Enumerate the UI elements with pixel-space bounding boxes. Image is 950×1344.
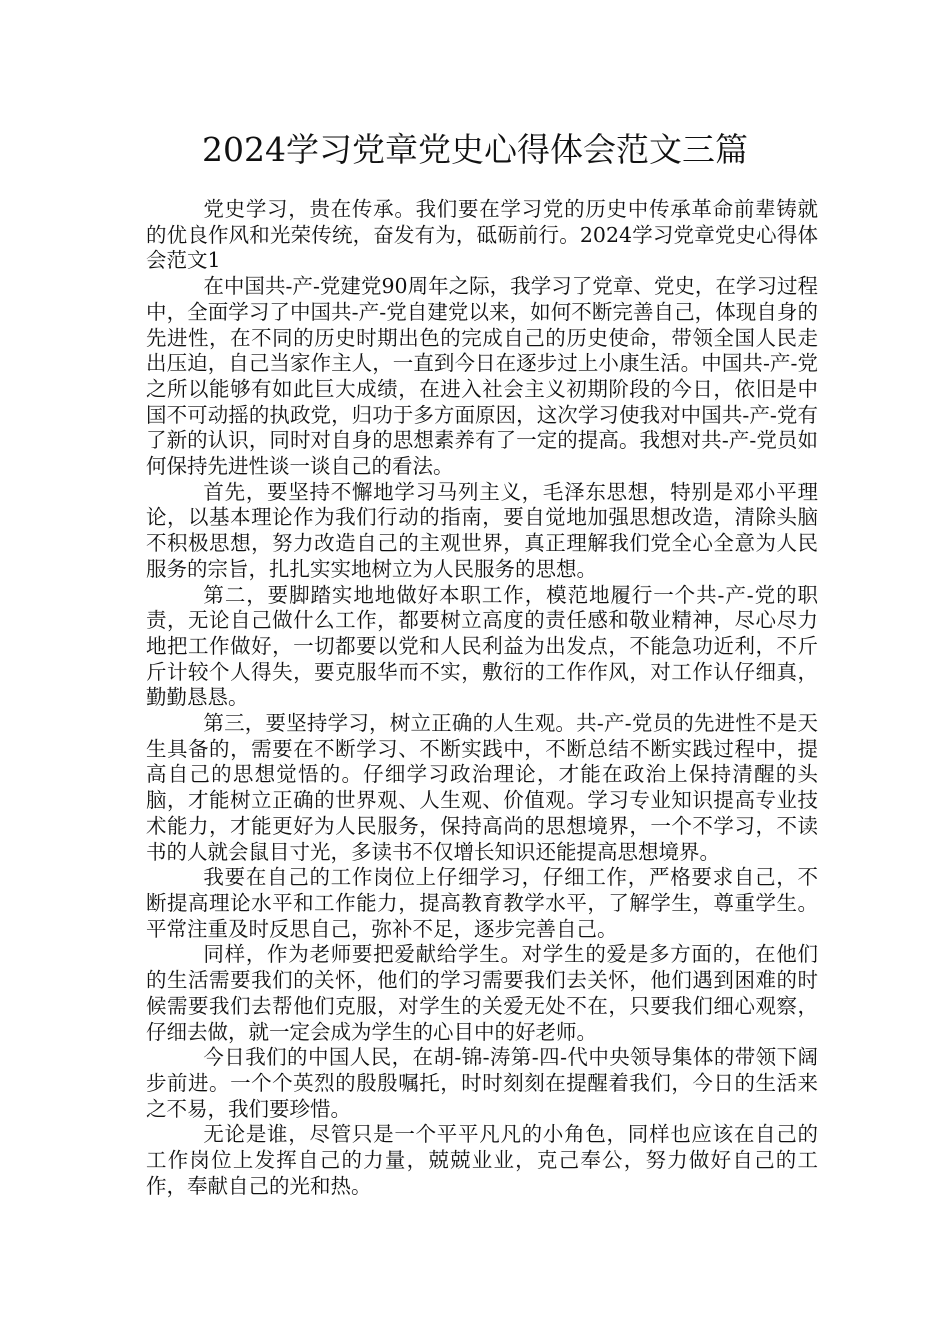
paragraph-1: 党史学习，贵在传承。我们要在学习党的历史中传承革命前辈铸就的优良作风和光荣传统，奋发有为，砥砺前行。2024学习党章党史心得体会范文1: [146, 197, 818, 273]
document-title: 2024学习党章党史心得体会范文三篇: [202, 130, 748, 169]
paragraph-7: 同样，作为老师要把爱献给学生。对学生的爱是多方面的，在他们的生活需要我们的关怀，他们的学习需要我们去关怀，他们遇到困难的时候需要我们去帮他们克服，对学生的关爱无处不在，只要我们细心观察，仔细去做，就一定会成为学生的心目中的好老师。: [146, 942, 818, 1044]
paragraph-2: 在中国共-产-党建党90周年之际，我学习了党章、党史，在学习过程中，全面学习了中国共-产-党自建党以来，如何不断完善自己，体现自身的先进性，在不同的历史时期出色的完成自己的历史使命，带领全国人民走出压迫，自己当家作主人，一直到今日在逐步过上小康生活。中国共-产-党之所以能够有如此巨大成绩，在进入社会主义初期阶段的今日，依旧是中国不可动摇的执政党，归功于多方面原因，这次学习使我对中国共-产-党有了新的认识，同时对自身的思想素养有了一定的提高。我想对共-产-党员如何保持先进性谈一谈自己的看法。: [146, 274, 818, 479]
document-body: [146, 197, 818, 1199]
paragraph-9: 无论是谁，尽管只是一个平平凡凡的小角色，同样也应该在自己的工作岗位上发挥自己的力量，兢兢业业，克己奉公，努力做好自己的工作，奉献自己的光和热。: [146, 1122, 818, 1198]
paragraph-6: 我要在自己的工作岗位上仔细学习，仔细工作，严格要求自己，不断提高理论水平和工作能力，提高教育教学水平，了解学生，尊重学生。平常注重及时反思自己，弥补不足，逐步完善自己。: [146, 865, 818, 941]
paragraph-5: 第三，要坚持学习，树立正确的人生观。共-产-党员的先进性不是天生具备的，需要在不断学习、不断实践中，不断总结不断实践过程中，提高自己的思想觉悟的。仔细学习政治理论，才能在政治上保持清醒的头脑，才能树立正确的世界观、人生观、价值观。学习专业知识提高专业技术能力，才能更好为人民服务，保持高尚的思想境界，一个不学习，不读书的人就会鼠目寸光，多读书不仅增长知识还能提高思想境界。: [146, 711, 818, 864]
paragraph-4: 第二，要脚踏实地地做好本职工作，模范地履行一个共-产-党的职责，无论自己做什么工作，都要树立高度的责任感和敬业精神，尽心尽力地把工作做好，一切都要以党和人民利益为出发点，不能急功近利，不斤斤计较个人得失，要克服华而不实，敷衍的工作作风，对工作认仔细真，勤勤恳恳。: [146, 582, 818, 710]
paragraph-3: 首先，要坚持不懈地学习马列主义，毛泽东思想，特别是邓小平理论，以基本理论作为我们行动的指南，要自觉地加强思想改造，清除头脑不积极思想，努力改造自己的主观世界，真正理解我们党全心全意为人民服务的宗旨，扎扎实实地树立为人民服务的思想。: [146, 479, 818, 581]
paragraph-8: 今日我们的中国人民，在胡-锦-涛第-四-代中央领导集体的带领下阔步前进。一个个英烈的殷殷嘱托，时时刻刻在提醒着我们，今日的生活来之不易，我们要珍惜。: [146, 1045, 818, 1121]
